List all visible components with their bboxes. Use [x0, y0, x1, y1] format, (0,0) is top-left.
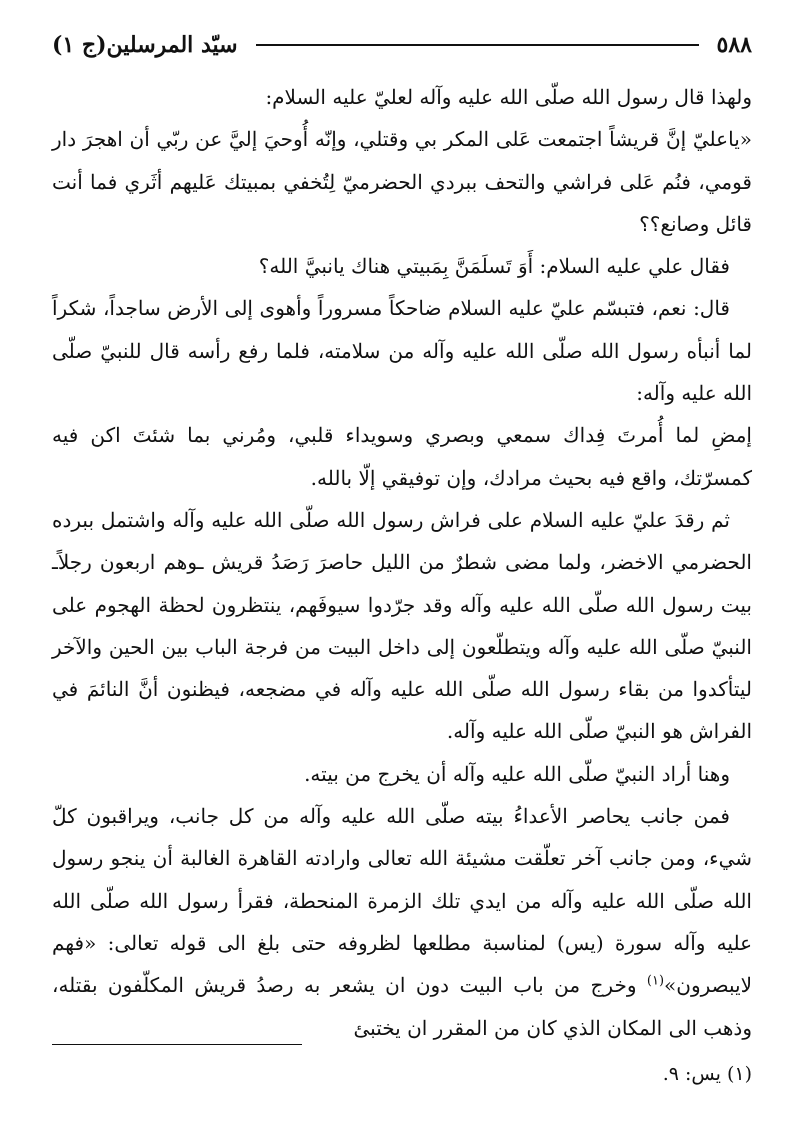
- footnote-reference[interactable]: (١): [646, 973, 665, 989]
- paragraph: وهنا أراد النبيّ صلّى الله عليه وآله أن يخرج من بيته.: [304, 761, 730, 786]
- paragraph: «ياعليّ إنَّ قريشاً اجتمعت عَلى المكر بي وقتلي، وإنّه أُوحيَ إليَّ عن ربّي أن اهجرَ دار قومي، فنُم عَلى فراشي والتحف ببردي الحضرميّ لِتُخفي بمبيتك عَليهم أثَري فما أنت قائل وصانع؟؟: [52, 127, 752, 236]
- paragraph: قال: نعم، فتبسّم عليّ عليه السلام ضاحكاً مسروراً وأهوى إلى الأرض ساجداً، شكراً لما أنبأه رسول الله صلّى الله عليه وآله من سلامته، فلما رفع رأسه قال للنبيّ صلّى الله عليه وآله:: [52, 296, 752, 406]
- header-rule: [256, 44, 699, 46]
- page-number: ٥٨٨: [716, 32, 752, 58]
- book-page: [52, 28, 752, 1118]
- paragraph-with-footnote: [52, 795, 752, 1049]
- paragraph-text: فمن جانب يحاصر الأعداءُ بيته صلّى الله عليه وآله من كل جانب، ويراقبون كلّ شيء، ومن جانب آخر تعلّقت مشيئة الله تعالى وارادته القاهرة الغالبة أن ينجو رسول الله صلّى الله عليه وآله من ايدي تلك الزمرة المنحطة، فقرأ رسول الله صلّى الله عليه وآله سورة (يس) لمناسبة مطلعها لظروفه حتى بلغ الى قوله تعالى: «فهم لايبصرون»: [52, 804, 752, 998]
- book-title: سيّد المرسلين(ج ١): [52, 32, 238, 58]
- body-text: [52, 76, 752, 1049]
- paragraph: فقال علي عليه السلام: أَوَ تَسلَمَنَّ بِمَبيتي هناك يانبيَّ الله؟: [258, 254, 730, 279]
- footnote: (١) يس: ٩.: [662, 1063, 752, 1085]
- paragraph-text: وخرج من باب البيت دون ان يشعر به رصدُ قريش المكلّفون بقتله، وذهب الى المكان الذي كان من المقرر ان يختبئ: [52, 973, 752, 1040]
- paragraph: ثم رقدَ عليّ عليه السلام على فراش رسول الله صلّى الله عليه وآله واشتمل ببرده الحضرمي الاخضر، ولما مضى شطرٌ من الليل حاصرَ رَصَدُ قريش ـوهم اربعون رجلاًـ بيت رسول الله صلّى الله عليه وآله وقد جرّدوا سيوفَهم، ينتظرون لحظة الهجوم على النبيّ صلّى الله عليه وآله ويتطلّعون إلى داخل البيت من فرجة الباب بين الحين والآخر ليتأكدوا من بقاء رسول الله صلّى الله عليه وآله في مضجعه، فيظنون أنَّ النائمَ في الفراش هو النبيّ صلّى الله عليه وآله.: [52, 507, 752, 744]
- footnote-divider: [52, 1044, 302, 1045]
- paragraph: ولهذا قال رسول الله صلّى الله عليه وآله لعليّ عليه السلام:: [265, 85, 752, 109]
- running-header: [52, 28, 752, 62]
- paragraph: إمضِ لما أُمرتَ فِداك سمعي وبصري وسويداء قلبي، ومُرني بما شئتَ اكن فيه كمسرّتك، واقع فيه بحيث مرادك، وإن توفيقي إلّا بالله.: [52, 423, 752, 490]
